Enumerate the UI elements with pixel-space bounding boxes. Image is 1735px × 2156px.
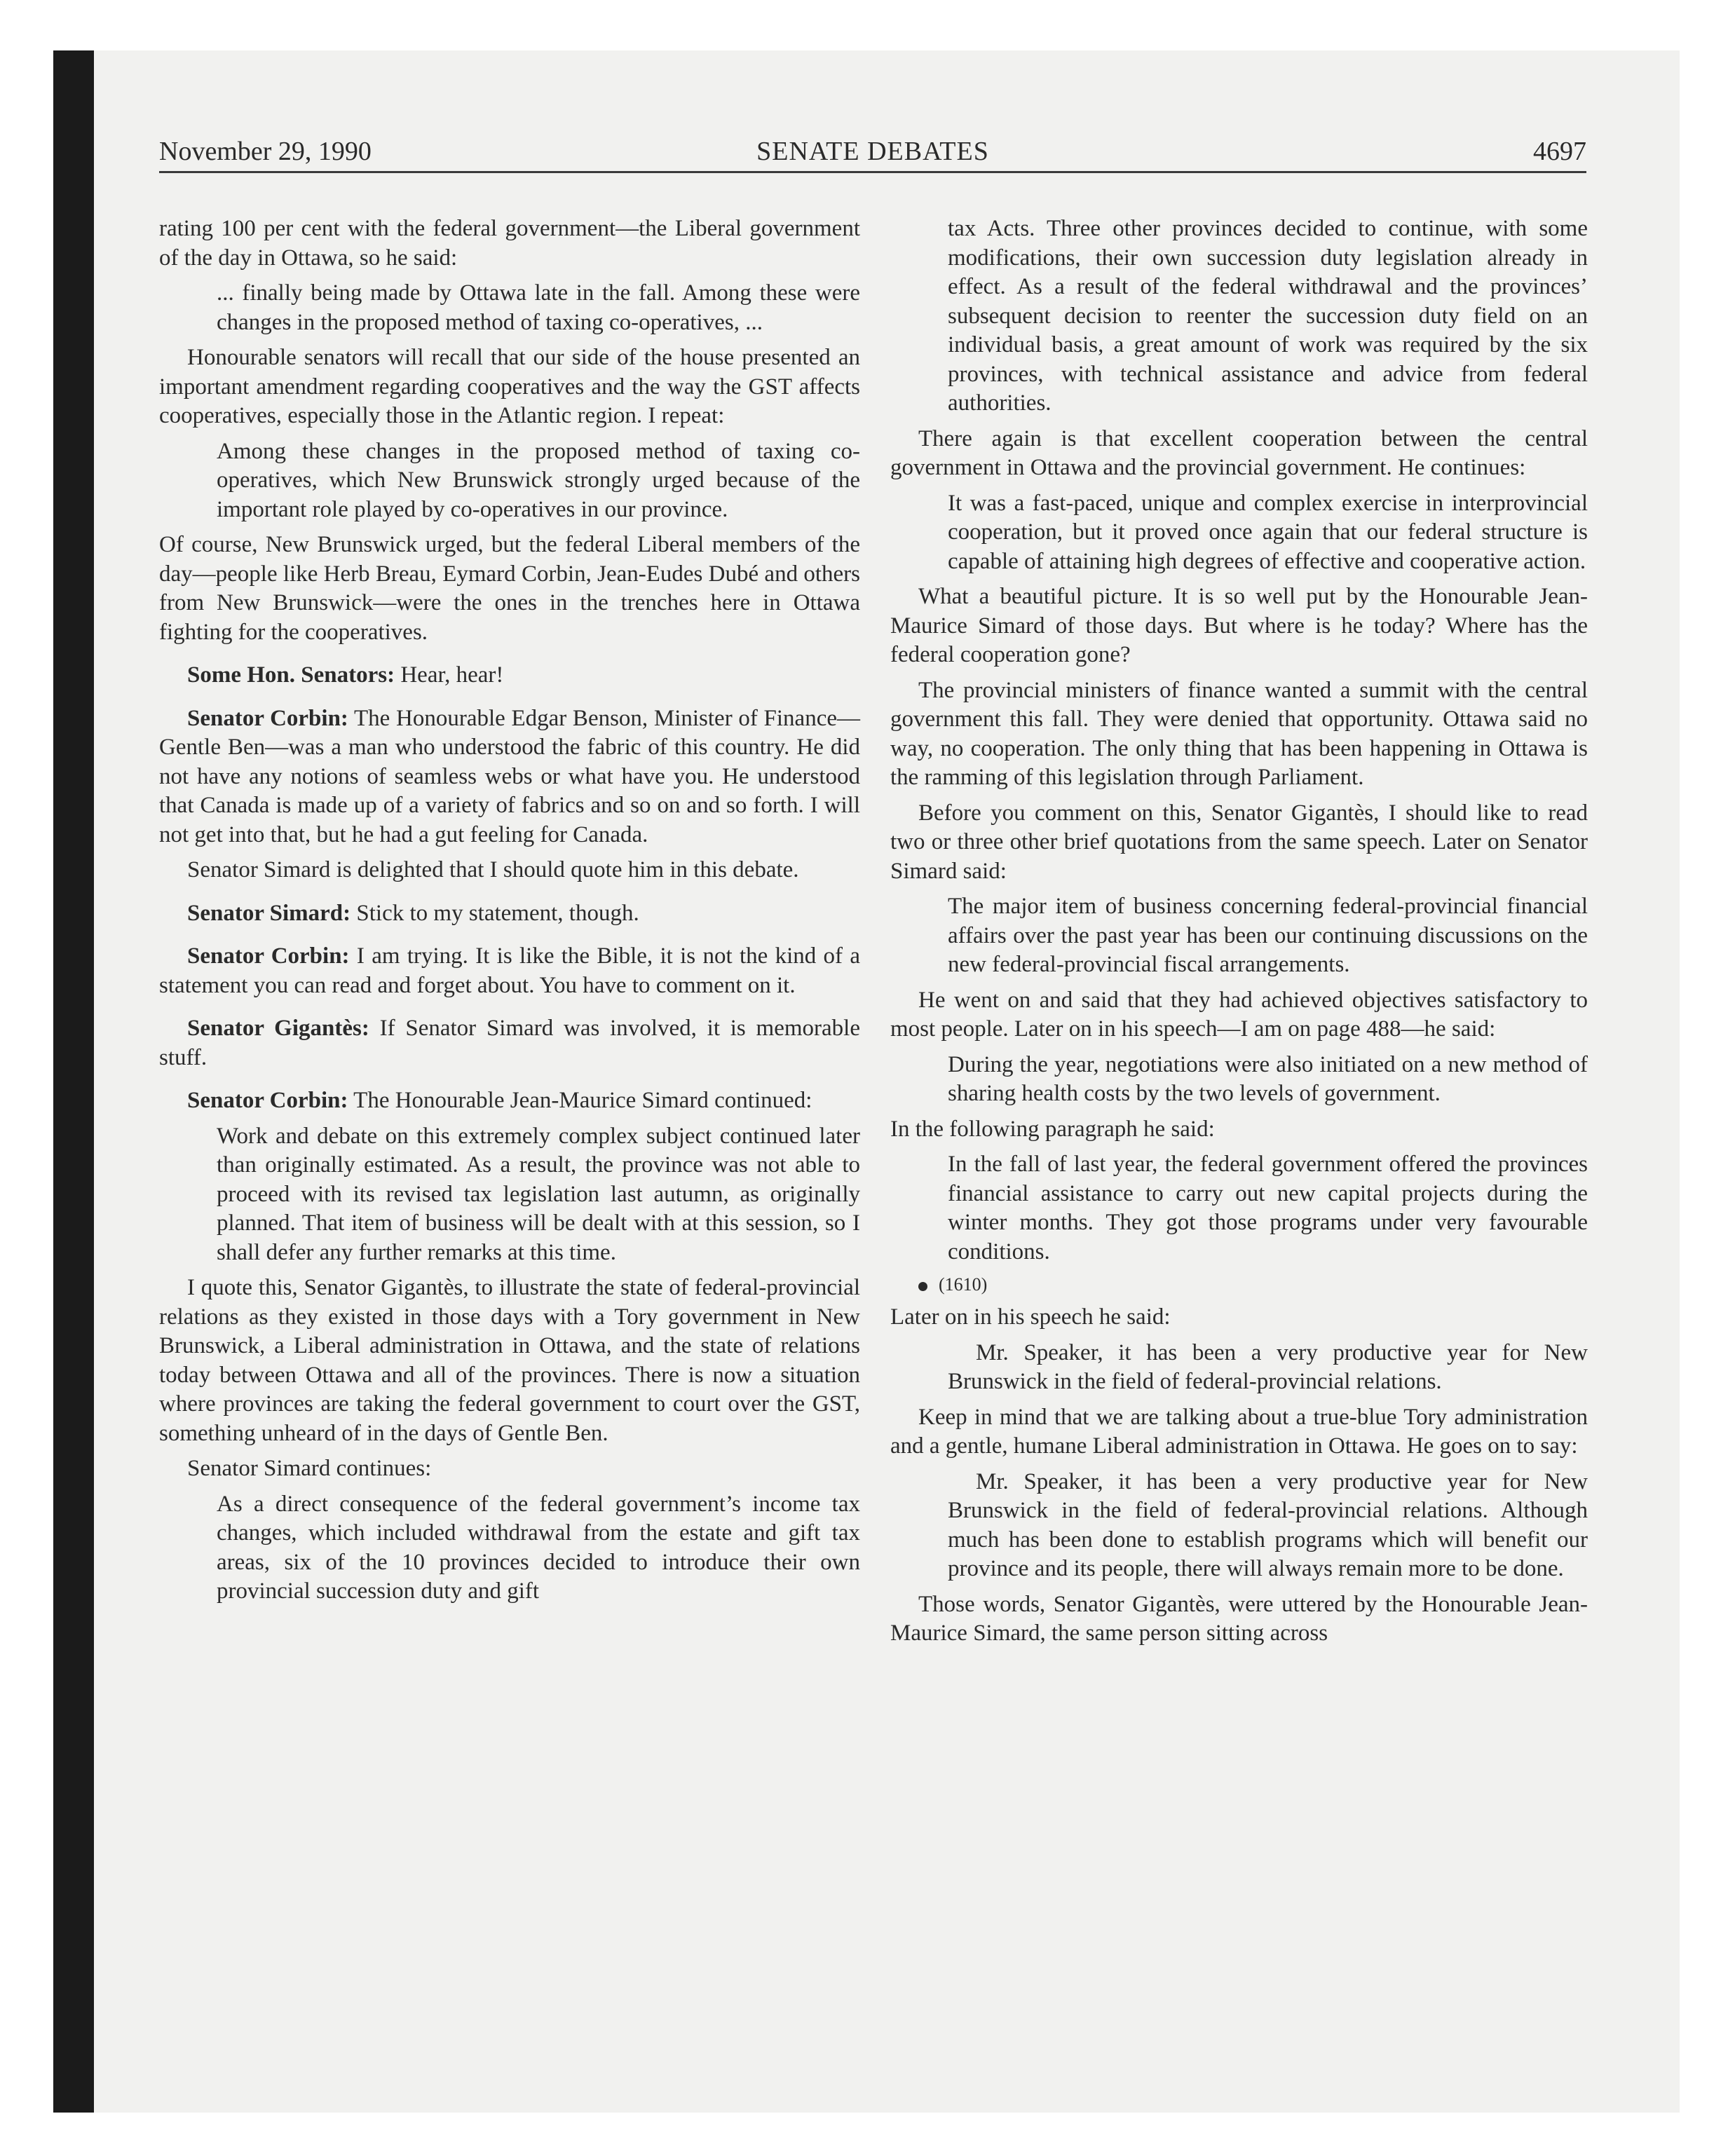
header-title: SENATE DEBATES [756,137,989,166]
right-column [890,214,1588,1655]
paragraph: Later on in his speech he said: [890,1304,1171,1330]
paragraph: There again is that excellent cooperation between the central government in Ottawa and the provincial government. He continues: [890,425,1588,480]
speaker-name: Some Hon. Senators: [187,662,395,688]
block-quote: ... finally being made by Ottawa late in the fall. Among these were changes in the proposed method of taxing co-operatives, ... [217,280,860,335]
speaker-name: Senator Corbin: [187,705,348,731]
block-quote: The major item of business concerning federal-provincial financial affairs over the past year has been our continuing discussions on the new federal-provincial fiscal arrangements. [948,894,1588,977]
speaker-name: Senator Corbin: [187,1088,348,1113]
speech-text: Stick to my statement, though. [356,900,639,926]
running-header [159,132,1586,173]
block-quote: Mr. Speaker, it has been a very productive year for New Brunswick in the field of federal-provincial relations. Although much has been done to establish programs which will benefit our province and its people, there will always remain more to be done. [948,1468,1588,1581]
paragraph: I quote this, Senator Gigantès, to illustrate the state of federal-provincial relations as they existed in those days with a Tory government in New Brunswick, a Liberal administration in Ottawa, and the state of relations today between Ottawa and all of the provinces. There is now a situation where provinces are taking the federal government to court over the GST, something unheard of in the days of Gentle Ben. [159,1275,860,1446]
paragraph: Honourable senators will recall that our side of the house presented an important amendment regarding cooperatives and the way the GST affects cooperatives, especially those in the Atlantic region. I repeat: [159,345,860,428]
block-quote: In the fall of last year, the federal government offered the provinces financial assistance to carry out new capital projects during the winter months. They got those programs under very favourable conditions. [948,1152,1588,1264]
paragraph: rating 100 per cent with the federal government—the Liberal government of the day in Ottawa, so he said: [159,216,860,271]
paragraph: Of course, New Brunswick urged, but the federal Liberal members of the day—people like Herb Breau, Eymard Corbin, Jean-Eudes Dubé and others from New Brunswick—were the ones in the trenches here in Ottawa fighting for the cooperatives. [159,532,860,645]
speech-text: I am trying. It is like the Bible, it is not the kind of a statement you can read and forget about. You have to comment on it. [159,943,861,998]
speech-text: The Honourable Jean-Maurice Simard continued: [353,1088,812,1113]
paragraph: In the following paragraph he said: [890,1116,1215,1142]
speaker-name: Senator Simard: [187,900,351,926]
header-date: November 29, 1990 [159,137,372,166]
time-marker [890,1273,1588,1297]
paragraph: He went on and said that they had achieved objectives satisfactory to most people. Later on in his speech—I am on page 488—he said: [890,987,1588,1042]
paragraph: Keep in mind that we are talking about a true-blue Tory administration and a gentle, humane Liberal administration in Ottawa. He goes on to say: [890,1404,1588,1459]
speaker-name: Senator Corbin: [187,943,350,969]
left-column [159,214,860,1613]
paragraph: Senator Simard is delighted that I should quote him in this debate. [187,857,799,882]
speech-text: Hear, hear! [400,662,504,688]
block-quote: Among these changes in the proposed method of taxing co-operatives, which New Brunswick strongly urged because of the important role played by co-operatives in our province. [217,438,860,522]
time-marker-text: (1610) [939,1274,988,1295]
speaker-name: Senator Gigantès: [187,1016,369,1041]
block-quote: tax Acts. Three other provinces decided to continue, with some modifications, their own succession duty legislation already in effect. As a result of the federal withdrawal and the provinces’ subsequent decision to reenter the succession duty field on an individual basis, a great amount of work was required by the six provinces, with technical assistance and advice from federal authorities. [948,216,1588,416]
speaker-paragraph [159,1014,860,1072]
block-quote: Mr. Speaker, it has been a very productive year for New Brunswick in the field of federal-provincial relations. [948,1339,1588,1394]
paragraph: Before you comment on this, Senator Gigantès, I should like to read two or three other brief quotations from the same speech. Later on Senator Simard said: [890,800,1588,884]
bullet-icon [918,1282,927,1291]
paragraph: The provincial ministers of finance wanted a summit with the central government this fall. They were denied that opportunity. Ottawa said no way, no cooperation. The only thing that has been happening in Ottawa is the ramming of this legislation through Parliament. [890,677,1588,790]
block-quote: During the year, negotiations were also initiated on a new method of sharing health costs by the two levels of government. [948,1051,1588,1106]
paragraph: Senator Simard continues: [187,1456,432,1481]
paragraph: What a beautiful picture. It is so well put by the Honourable Jean-Maurice Simard of those days. But where is he today? Where has the federal cooperation gone? [890,584,1588,667]
paragraph: Those words, Senator Gigantès, were uttered by the Honourable Jean-Maurice Simard, the same person sitting across [890,1591,1588,1646]
scan-binding-edge [53,50,94,2113]
speaker-paragraph [159,704,860,850]
block-quote: As a direct consequence of the federal government’s income tax changes, which included withdrawal from the estate and gift tax areas, six of the 10 provinces decided to introduce their own provincial succession duty and gift [217,1491,860,1604]
speaker-paragraph [159,899,860,929]
speaker-paragraph [159,942,860,1000]
page-number: 4697 [1533,137,1586,166]
block-quote: It was a fast-paced, unique and complex exercise in interprovincial cooperation, but it proved once again that our federal structure is capable of attaining high degrees of effective and cooperative action. [948,490,1588,574]
speaker-paragraph [159,1086,860,1116]
speaker-paragraph [159,661,860,690]
block-quote: Work and debate on this extremely complex subject continued later than originally estimated. As a result, the province was not able to proceed with its revised tax legislation last autumn, as originally planned. That item of business will be dealt with at this session, so I shall defer any further remarks at this time. [217,1123,860,1265]
speech-text: The Honourable Edgar Benson, Minister of Finance—Gentle Ben—was a man who understood the fabric of this country. He did not have any notions of seamless webs or what have you. He understood that Canada is made up of a variety of fabrics and so on and so forth. I will not get into that, but he had a gut feeling for Canada. [159,705,860,847]
speech-text: If Senator Simard was involved, it is memorable stuff. [159,1016,860,1070]
